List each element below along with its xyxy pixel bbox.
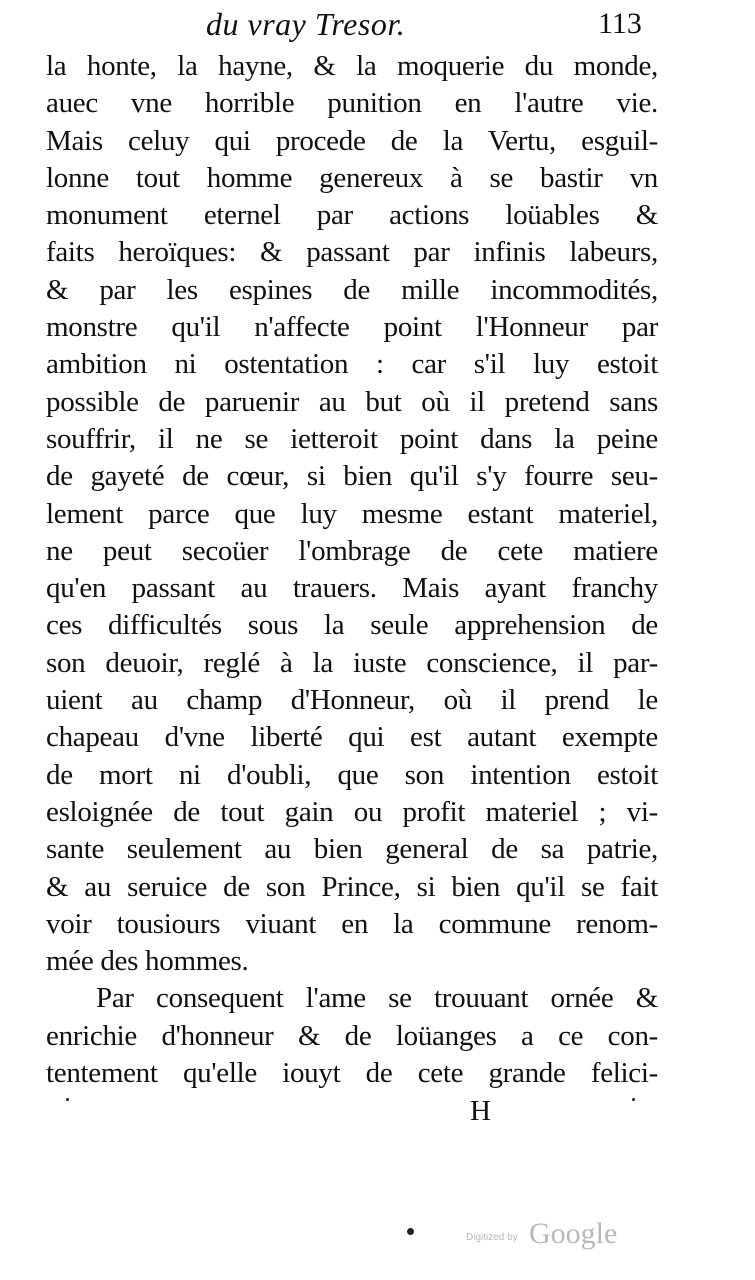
text-line: faits heroïques: & passant par infinis labeurs, [46,236,658,269]
text-line: Mais celuy qui procede de la Vertu, esguil- [46,124,658,157]
text-line: de mort ni d'oubli, que son intention estoit [46,758,658,791]
signature-mark: H [470,1095,491,1127]
page-number: 113 [598,7,642,40]
text-line: uient au champ d'Honneur, où il prend le [46,684,658,717]
text-line: tentement qu'elle iouyt de cete grande felici- [46,1057,658,1090]
ink-speck [66,1098,69,1101]
text-line: & par les espines de mille incommodités, [46,273,658,306]
running-title: du vray Tresor. [206,6,406,42]
text-line: lement parce que luy mesme estant materiel, [46,497,658,530]
text-line: & au seruice de son Prince, si bien qu'il se fait [46,870,658,903]
text-line: ces difficultés sous la seule apprehension de [46,609,658,642]
text-line: son deuoir, reglé à la iuste conscience, il par- [46,646,658,679]
ink-speck [407,1228,414,1235]
text-line: auec vne horrible punition en l'autre vie. [46,87,658,120]
text-line: de gayeté de cœur, si bien qu'il s'y fourre seu- [46,460,658,493]
text-line: esloignée de tout gain ou profit materiel ; vi- [46,795,658,828]
text-line: monument eternel par actions loüables & [46,199,658,232]
text-line: monstre qu'il n'affecte point l'Honneur par [46,311,658,344]
text-line: qu'en passant au trauers. Mais ayant franchy [46,572,658,605]
text-line: lonne tout homme genereux à se bastir vn [46,161,658,194]
text-line: la honte, la hayne, & la moquerie du monde, [46,50,658,82]
text-line: sante seulement au bien general de sa patrie, [46,833,658,866]
text-line: ne peut secoüer l'ombrage de cete matiere [46,534,658,567]
text-line: Par consequent l'ame se trouuant ornée & [96,982,658,1015]
text-line: chapeau d'vne liberté qui est autant exempte [46,721,658,754]
text-line: souffrir, il ne se ietteroit point dans la peine [46,422,658,455]
body-text [46,48,658,1092]
text-line: mée des hommes. [46,945,249,978]
text-line: enrichie d'honneur & de loüanges a ce con- [46,1019,658,1052]
text-line: ambition ni ostentation : car s'il luy estoit [46,348,658,381]
google-logo-text: Google [529,1217,618,1250]
digitized-by-label: Digitized by [466,1232,518,1243]
text-line: possible de paruenir au but où il pretend sans [46,385,658,418]
ink-speck [632,1098,635,1101]
running-head [0,4,755,44]
text-line: voir tousiours viuant en la commune renom- [46,907,658,940]
digitized-by-google-watermark [466,1216,636,1256]
